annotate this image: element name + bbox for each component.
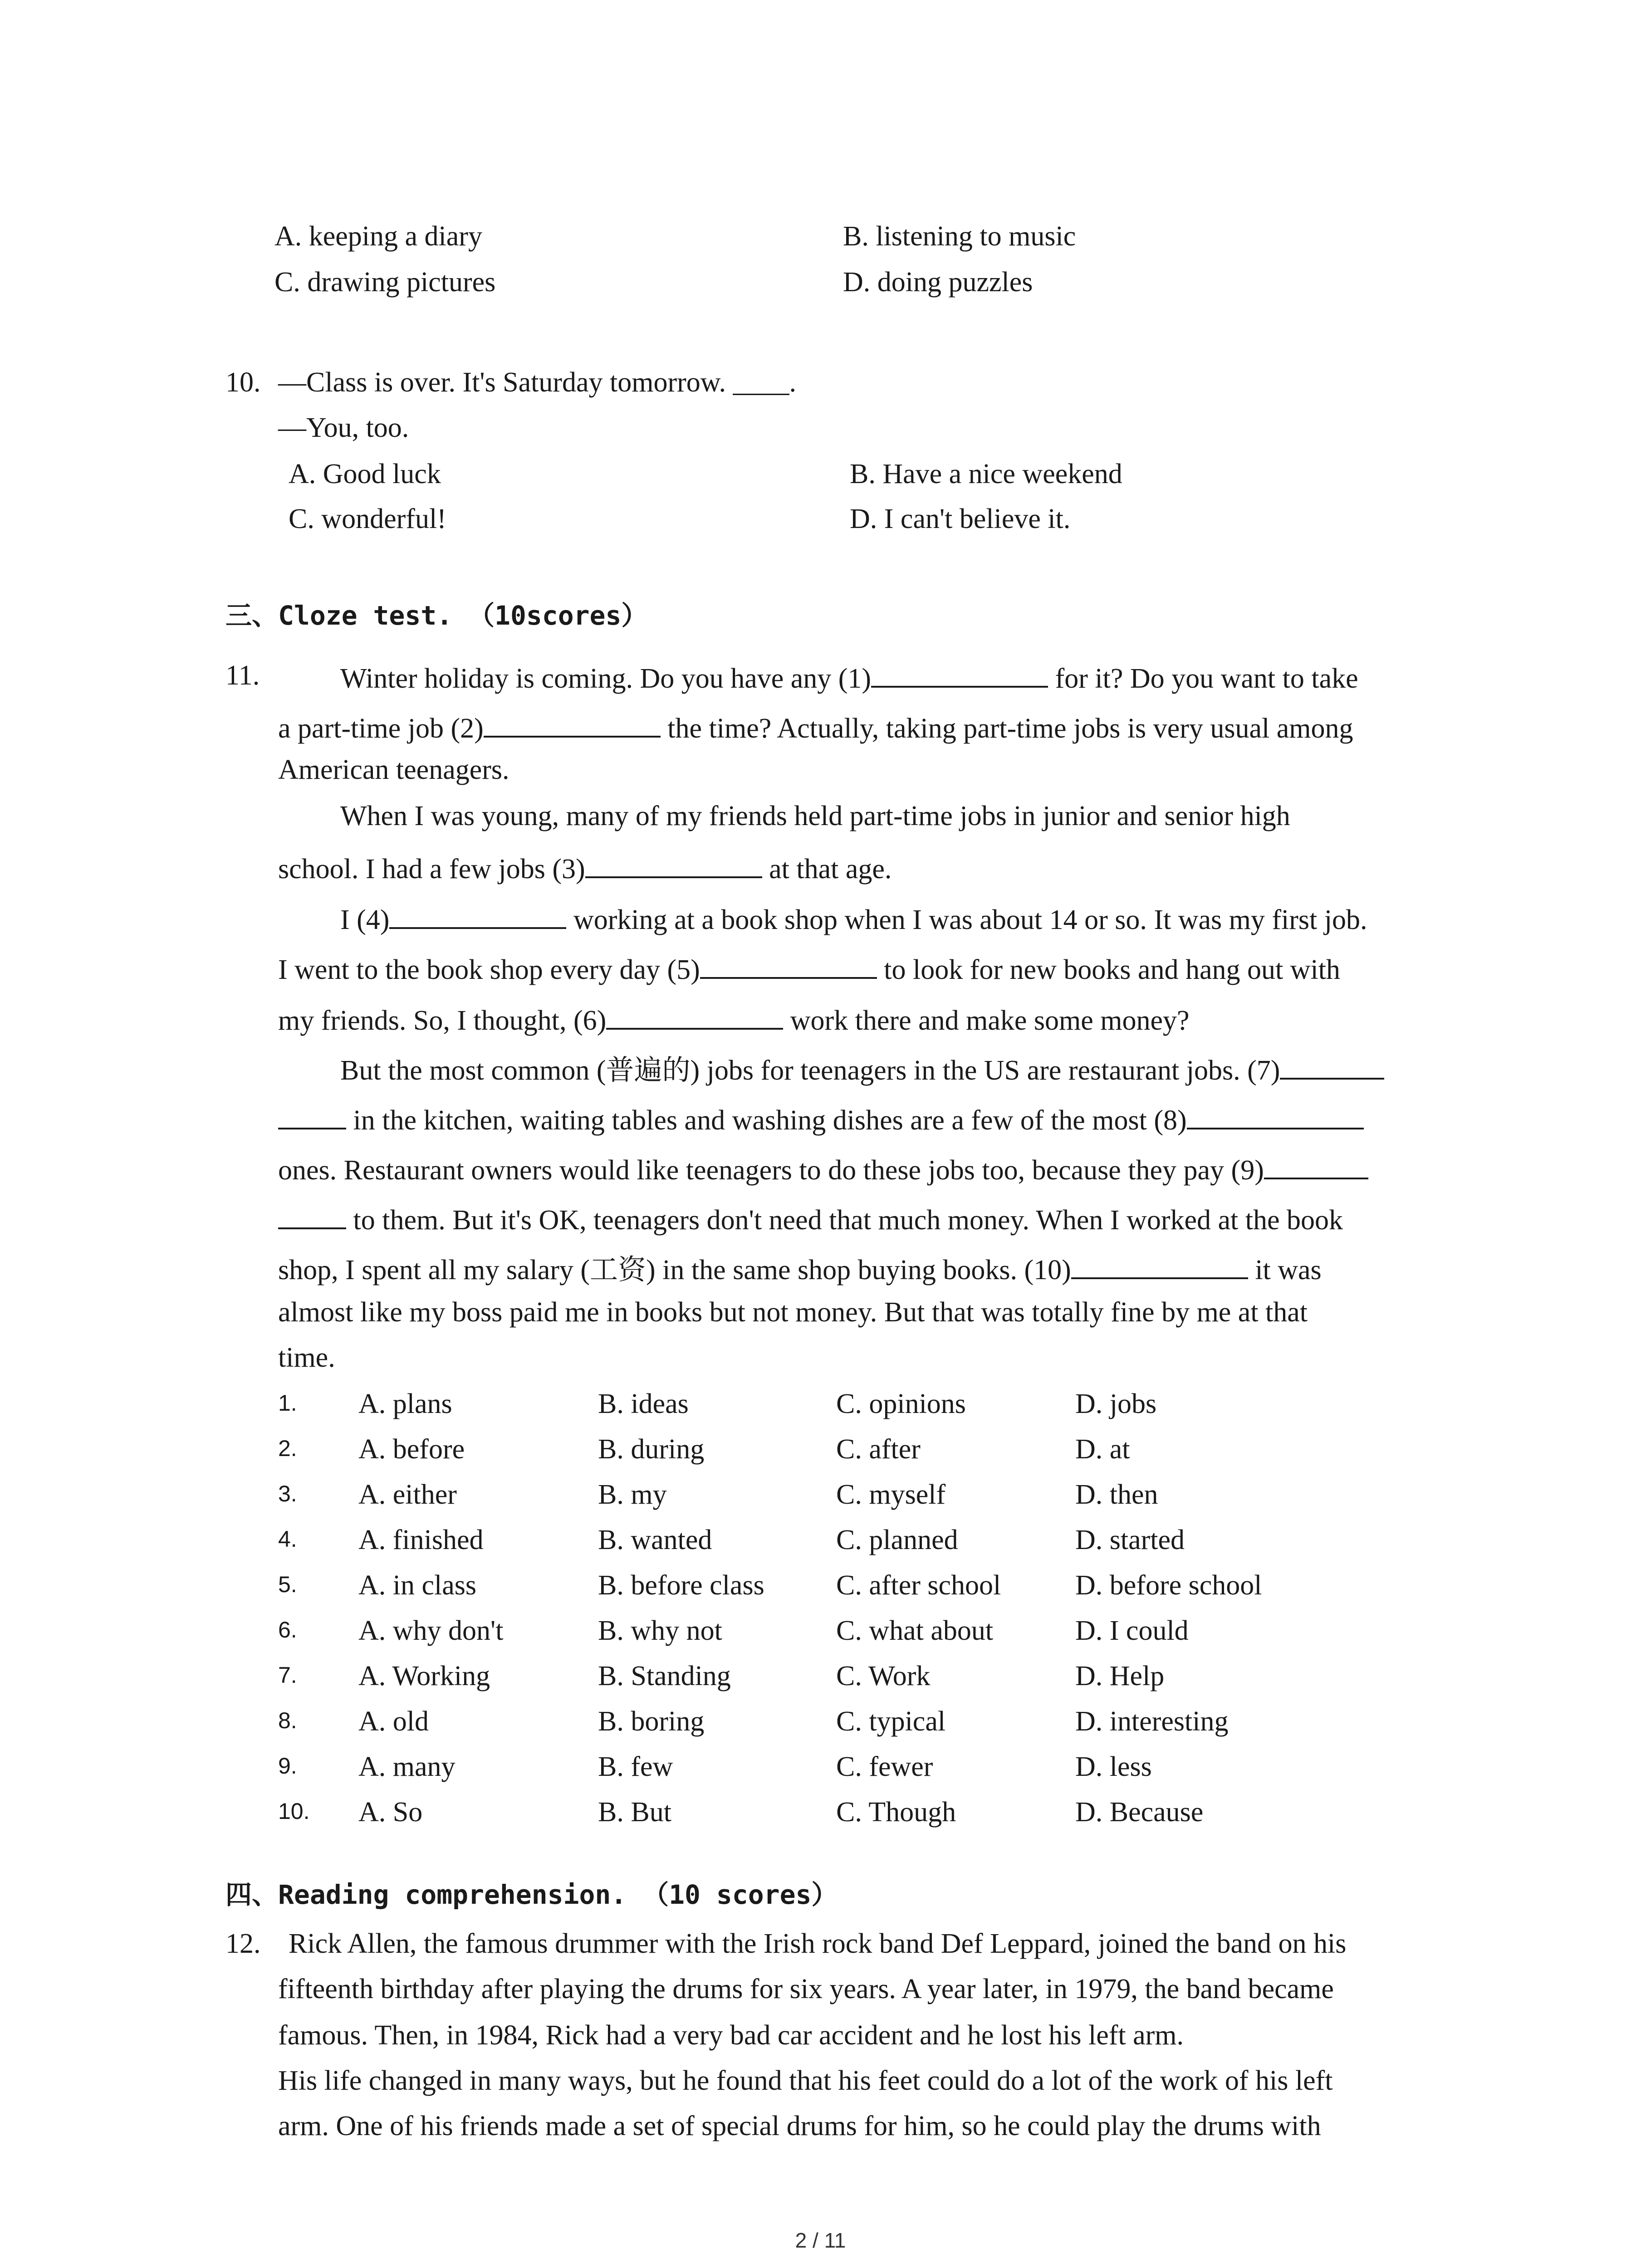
- cloze-option-d[interactable]: D. jobs: [1075, 1388, 1157, 1419]
- q11-line5-a: school. I had a few jobs (3): [278, 854, 585, 885]
- cloze-option-number: 4.: [278, 1526, 297, 1552]
- q11-line11: [278, 1153, 1368, 1184]
- cloze-option-b[interactable]: B. But: [598, 1797, 671, 1828]
- q11-line13-b: it was: [1248, 1255, 1322, 1286]
- cloze-option-c[interactable]: C. Though: [836, 1797, 956, 1828]
- cloze-option-number: 8.: [278, 1708, 297, 1733]
- cloze-option-b[interactable]: B. why not: [598, 1615, 722, 1646]
- q11-line10-b: in the kitchen, waiting tables and washing dishes are a few of the most (8): [346, 1105, 1187, 1136]
- q12-line1: Rick Allen, the famous drummer with the Irish rock band Def Leppard, joined the band on his: [289, 1928, 1347, 1959]
- q11-line1-b: for it? Do you want to take: [1048, 663, 1358, 694]
- q10-option-c: C. wonderful!: [289, 503, 446, 534]
- cloze-blank-6[interactable]: [606, 1003, 783, 1030]
- q11-line7: [278, 953, 1340, 984]
- q11-line2-b: the time? Actually, taking part-time jobs is very usual among: [660, 713, 1353, 744]
- q11-line6-a: I (4): [340, 904, 390, 935]
- cloze-option-number: 5.: [278, 1572, 297, 1597]
- cloze-option-b[interactable]: B. my: [598, 1479, 667, 1510]
- q11-line4: When I was young, many of my friends held part-time jobs in junior and senior high: [340, 801, 1290, 831]
- q11-line15: time.: [278, 1342, 335, 1373]
- cloze-option-a[interactable]: A. plans: [358, 1388, 452, 1419]
- section4-heading: 四、Reading comprehension. （10 scores）: [225, 1879, 838, 1910]
- cloze-option-b[interactable]: B. before class: [598, 1570, 764, 1601]
- q11-line9-a: But the most common (普遍的) jobs for teenagers in the US are restaurant jobs. (7): [340, 1055, 1280, 1086]
- cloze-option-d[interactable]: D. I could: [1075, 1615, 1189, 1646]
- q10-number: 10.: [225, 367, 261, 398]
- cloze-option-number: 3.: [278, 1481, 297, 1506]
- q9-option-a: A. keeping a diary: [274, 221, 482, 252]
- cloze-option-d[interactable]: D. less: [1075, 1751, 1152, 1782]
- q11-line13: [278, 1253, 1322, 1284]
- cloze-option-a[interactable]: A. Working: [358, 1661, 490, 1691]
- cloze-option-c[interactable]: C. what about: [836, 1615, 994, 1646]
- q11-line2-a: a part-time job (2): [278, 713, 484, 744]
- q10-option-b: B. Have a nice weekend: [850, 459, 1122, 489]
- q12-line2: fifteenth birthday after playing the drums for six years. A year later, in 1979, the band became: [278, 1974, 1334, 2004]
- cloze-blank-1[interactable]: [871, 661, 1048, 688]
- q10-option-a: A. Good luck: [289, 459, 441, 489]
- cloze-option-c[interactable]: C. typical: [836, 1706, 946, 1737]
- q12-line4: His life changed in many ways, but he found that his feet could do a lot of the work of his left: [278, 2065, 1333, 2096]
- cloze-option-d[interactable]: D. started: [1075, 1525, 1185, 1555]
- q11-line5: [278, 852, 892, 883]
- q12-number: 12.: [225, 1928, 261, 1959]
- q11-line8-a: my friends. So, I thought, (6): [278, 1005, 607, 1036]
- cloze-option-a[interactable]: A. before: [358, 1434, 465, 1465]
- q11-line7-b: to look for new books and hang out with: [877, 954, 1340, 985]
- q11-line1: [340, 661, 1358, 693]
- q11-line3: American teenagers.: [278, 754, 509, 785]
- cloze-option-number: 2.: [278, 1436, 297, 1461]
- cloze-blank-4[interactable]: [389, 903, 566, 929]
- cloze-option-a[interactable]: A. So: [358, 1797, 423, 1828]
- q11-line13-a: shop, I spent all my salary (工资) in the same shop buying books. (10): [278, 1255, 1071, 1286]
- cloze-option-c[interactable]: C. Work: [836, 1661, 931, 1691]
- q11-line8-b: work there and make some money?: [783, 1005, 1190, 1036]
- q11-line2: [278, 711, 1353, 743]
- cloze-option-a[interactable]: A. either: [358, 1479, 457, 1510]
- cloze-option-b[interactable]: B. wanted: [598, 1525, 712, 1555]
- q11-line14: almost like my boss paid me in books but not money. But that was totally fine by me at that: [278, 1297, 1308, 1328]
- q9-option-b: B. listening to music: [843, 221, 1076, 252]
- q12-line3: famous. Then, in 1984, Rick had a very bad car accident and he lost his left arm.: [278, 2020, 1184, 2051]
- cloze-option-number: 7.: [278, 1662, 297, 1688]
- q11-line8: [278, 1003, 1190, 1035]
- q10-blank: ____: [733, 367, 789, 398]
- cloze-option-c[interactable]: C. opinions: [836, 1388, 966, 1419]
- cloze-option-number: 9.: [278, 1753, 297, 1779]
- cloze-blank-5[interactable]: [700, 953, 877, 979]
- cloze-option-c[interactable]: C. after school: [836, 1570, 1001, 1601]
- section3-heading: 三、Cloze test. （10scores）: [225, 600, 648, 631]
- q11-line12: [278, 1203, 1343, 1234]
- cloze-option-d[interactable]: D. then: [1075, 1479, 1158, 1510]
- cloze-option-c[interactable]: C. planned: [836, 1525, 958, 1555]
- cloze-blank-8[interactable]: [1187, 1103, 1364, 1129]
- cloze-blank-3[interactable]: [585, 852, 762, 878]
- q9-option-d: D. doing puzzles: [843, 267, 1033, 298]
- q9-option-c: C. drawing pictures: [274, 267, 496, 298]
- q11-line1-a: Winter holiday is coming. Do you have any (1): [340, 663, 872, 694]
- cloze-option-a[interactable]: A. many: [358, 1751, 456, 1782]
- q11-line5-b: at that age.: [762, 854, 892, 885]
- q11-line9: [340, 1053, 1384, 1085]
- cloze-option-d[interactable]: D. before school: [1075, 1570, 1262, 1601]
- cloze-option-a[interactable]: A. why don't: [358, 1615, 504, 1646]
- cloze-option-b[interactable]: B. during: [598, 1434, 705, 1465]
- q11-line10: [278, 1103, 1364, 1134]
- cloze-option-d[interactable]: D. Because: [1075, 1797, 1204, 1828]
- q10-line2: —You, too.: [278, 412, 409, 443]
- cloze-option-number: 10.: [278, 1799, 310, 1824]
- q10-line1: [278, 368, 796, 396]
- cloze-option-c[interactable]: C. myself: [836, 1479, 946, 1510]
- cloze-option-c[interactable]: C. after: [836, 1434, 921, 1465]
- cloze-option-a[interactable]: A. finished: [358, 1525, 484, 1555]
- q11-line11-a: ones. Restaurant owners would like teenagers to do these jobs too, because they pay (9): [278, 1155, 1264, 1186]
- cloze-option-c[interactable]: C. fewer: [836, 1751, 933, 1782]
- q12-line5: arm. One of his friends made a set of special drums for him, so he could play the drums with: [278, 2111, 1321, 2141]
- cloze-option-b[interactable]: B. few: [598, 1751, 673, 1782]
- q10-option-d: D. I can't believe it.: [850, 503, 1071, 534]
- q11-line12-b: to them. But it's OK, teenagers don't need that much money. When I worked at the book: [346, 1205, 1343, 1236]
- cloze-blank-9a[interactable]: [1264, 1153, 1368, 1179]
- q11-line6: [340, 903, 1367, 934]
- q10-line1-suffix: .: [789, 367, 797, 398]
- cloze-blank-9b[interactable]: [278, 1203, 346, 1229]
- cloze-option-number: 6.: [278, 1617, 297, 1642]
- cloze-option-b[interactable]: B. boring: [598, 1706, 705, 1737]
- cloze-option-b[interactable]: B. Standing: [598, 1661, 731, 1691]
- cloze-option-d[interactable]: D. interesting: [1075, 1706, 1229, 1737]
- cloze-option-a[interactable]: A. old: [358, 1706, 429, 1737]
- q11-line7-a: I went to the book shop every day (5): [278, 954, 700, 985]
- cloze-option-b[interactable]: B. ideas: [598, 1388, 689, 1419]
- cloze-option-a[interactable]: A. in class: [358, 1570, 477, 1601]
- page-number: 2 / 11: [795, 2229, 846, 2252]
- cloze-option-d[interactable]: D. at: [1075, 1434, 1130, 1465]
- cloze-blank-7a[interactable]: [1280, 1053, 1384, 1080]
- q10-line1-text: —Class is over. It's Saturday tomorrow.: [278, 367, 733, 398]
- cloze-blank-10[interactable]: [1071, 1253, 1248, 1279]
- q11-line6-b: working at a book shop when I was about 14 or so. It was my first job.: [566, 904, 1367, 935]
- cloze-blank-2[interactable]: [484, 711, 661, 738]
- cloze-option-number: 1.: [278, 1390, 297, 1416]
- q11-number: 11.: [225, 660, 260, 691]
- cloze-blank-7b[interactable]: [278, 1103, 346, 1129]
- cloze-option-d[interactable]: D. Help: [1075, 1661, 1165, 1691]
